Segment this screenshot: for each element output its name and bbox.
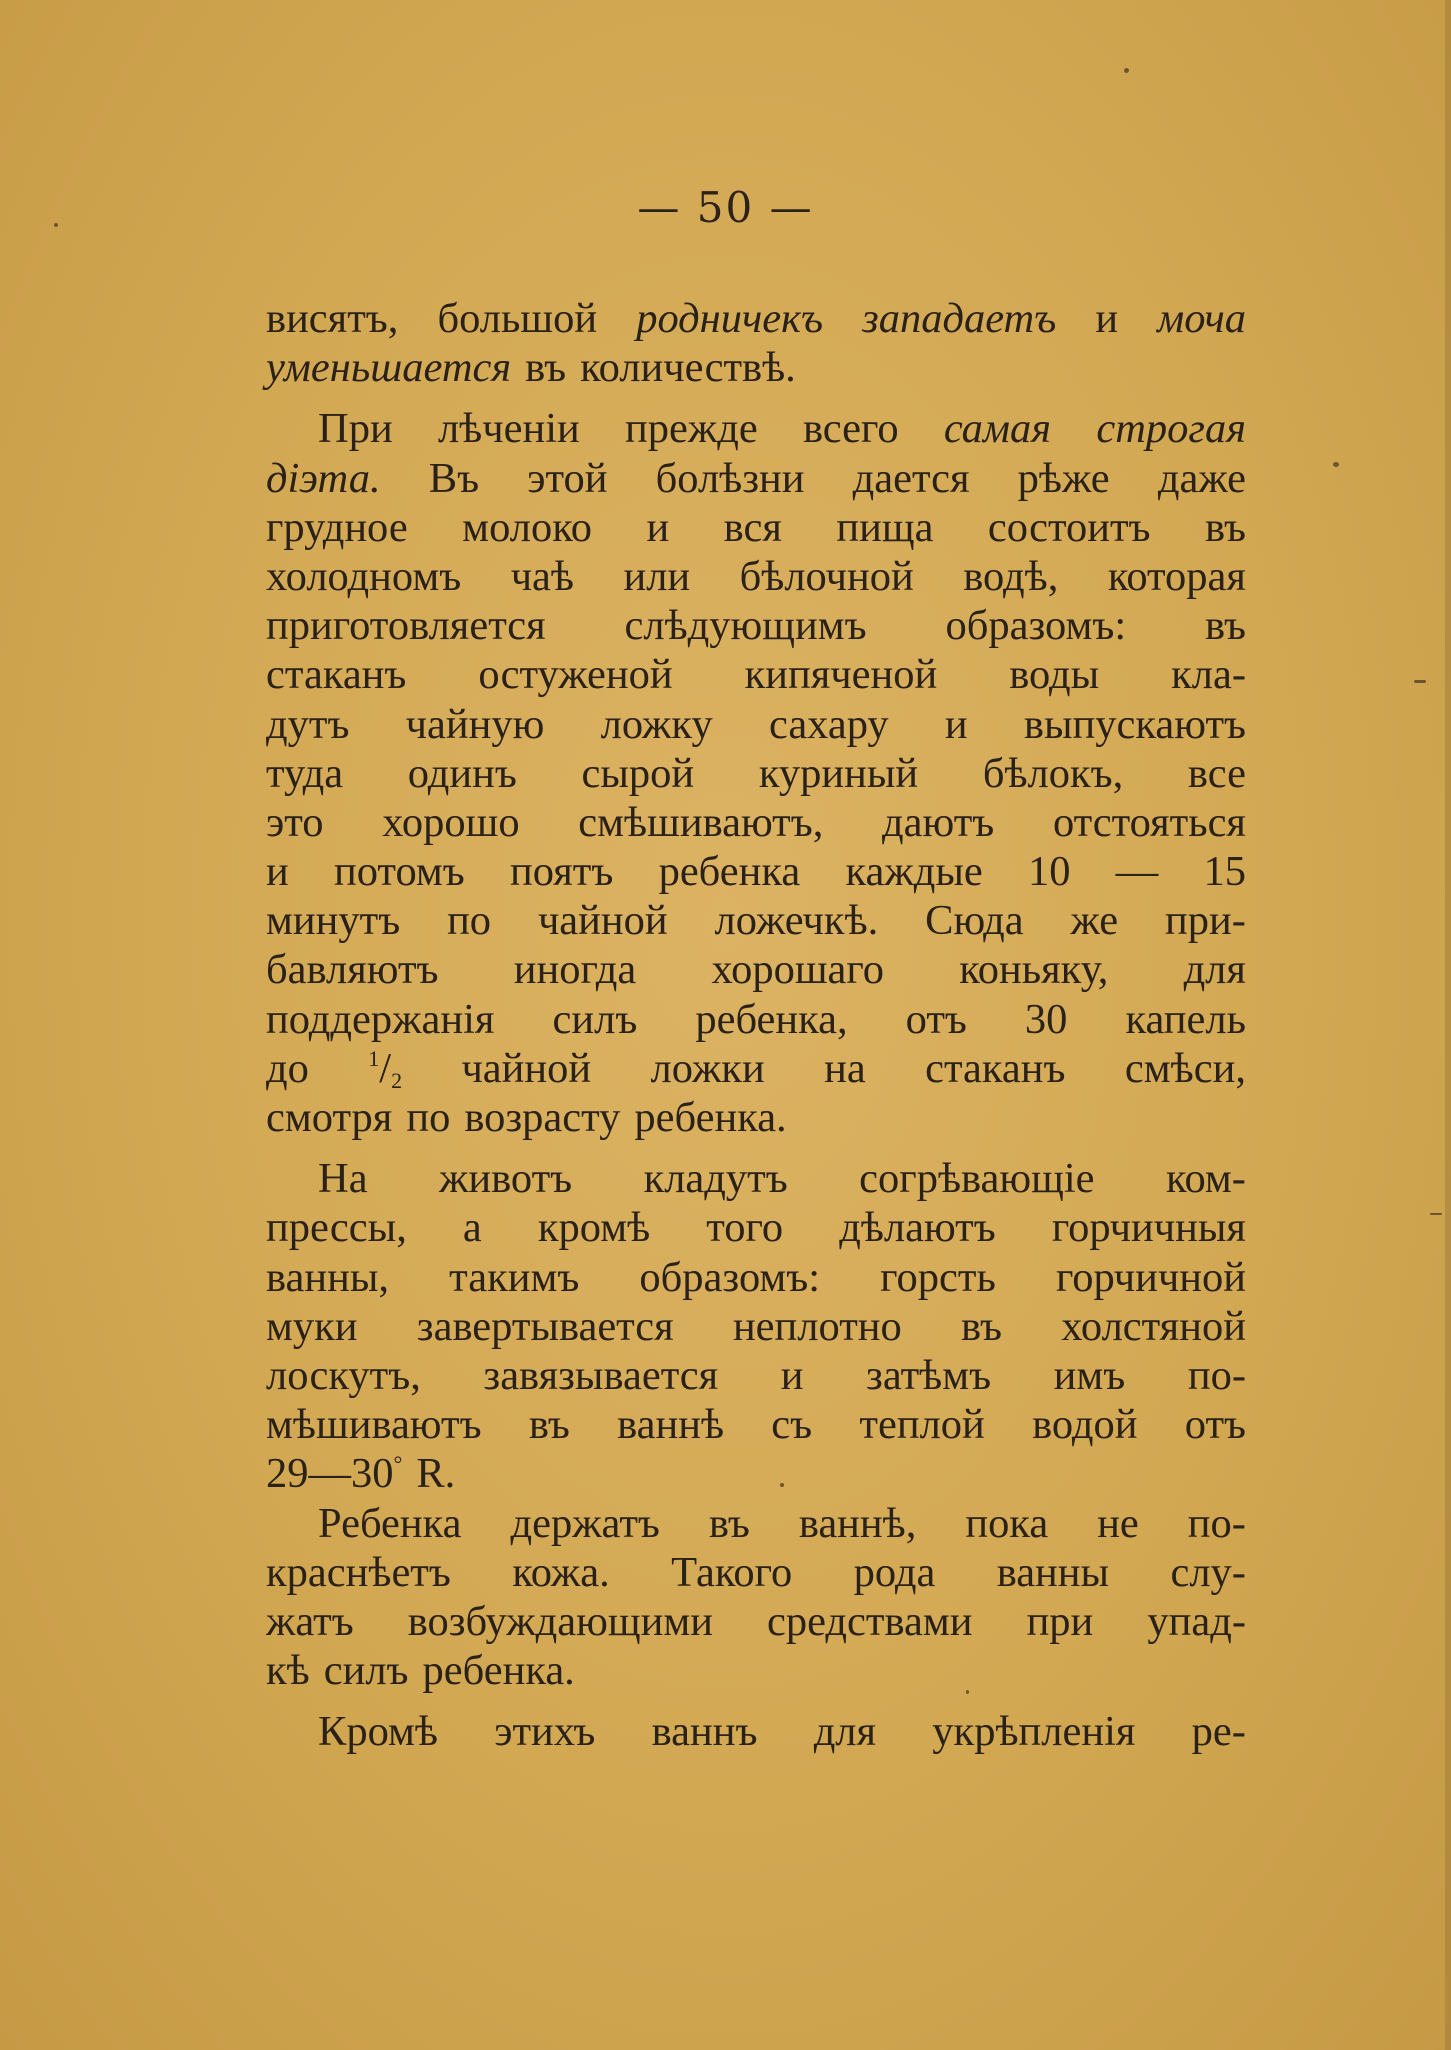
word: держатъ [510, 1499, 660, 1547]
word: образомъ: [639, 1253, 821, 1301]
word: хорошо [382, 798, 520, 846]
word: чайную [405, 700, 545, 748]
word: все [1187, 749, 1246, 797]
text-line [266, 700, 1246, 749]
word: силъ [552, 995, 638, 1043]
text-line [266, 798, 1246, 847]
emphasized-word: западаетъ [862, 295, 1057, 342]
paper-speck [966, 1690, 969, 1694]
word: прежде [625, 405, 758, 453]
text-line [266, 1253, 1246, 1302]
word: выпускаютъ [1023, 700, 1246, 748]
word: такимъ [449, 1253, 580, 1301]
word: — [1115, 848, 1159, 896]
text-line [266, 945, 1246, 994]
word: которая [1107, 552, 1246, 600]
text-line [266, 343, 1246, 392]
word: 30 [1024, 995, 1068, 1043]
word: При [318, 405, 393, 453]
word: водой [1032, 1401, 1138, 1449]
text-line [266, 294, 1246, 343]
fraction-denominator: 2 [391, 1067, 403, 1093]
word: горчичной [1055, 1253, 1246, 1301]
word: мѣшиваютъ [266, 1401, 482, 1449]
word: ребенка. [422, 1647, 575, 1695]
word: На [318, 1155, 368, 1203]
word: 15 [1203, 848, 1246, 896]
word: кѣ [266, 1647, 310, 1695]
word: вся [723, 503, 782, 551]
word: и [780, 1351, 804, 1399]
word: туда [266, 749, 344, 797]
word: смотря [266, 1094, 393, 1141]
word: стаканъ [925, 1044, 1066, 1092]
word: водѣ, [963, 552, 1059, 600]
word: кла- [1171, 651, 1246, 699]
text-line [266, 1646, 1246, 1695]
emphasized-word: уменьшается [266, 344, 512, 392]
word: же [1070, 897, 1119, 945]
word: R. [416, 1450, 456, 1498]
word: потомъ [334, 848, 465, 896]
text-line [266, 1351, 1246, 1400]
word: хорошаго [711, 946, 885, 994]
word: неплотно [732, 1302, 902, 1350]
word: стаканъ [266, 651, 407, 699]
word: ре- [1191, 1708, 1246, 1756]
text-line [266, 1499, 1246, 1548]
word: при- [1165, 897, 1246, 945]
word: до [266, 1044, 309, 1092]
text-line [266, 1707, 1246, 1756]
word: теплой [859, 1401, 985, 1449]
word: Такого [671, 1548, 793, 1596]
emphasized-word: родничекъ [636, 295, 824, 342]
word: пока [965, 1499, 1049, 1547]
word: горчичныя [1051, 1204, 1246, 1252]
word: холодномъ [266, 552, 462, 600]
word: Ребенка [318, 1499, 462, 1547]
word: рода [853, 1548, 936, 1596]
word: большой [437, 295, 598, 342]
text-line [266, 749, 1246, 798]
word: сырой [581, 749, 695, 797]
emphasized-word: моча [1157, 295, 1246, 342]
text-line [266, 650, 1246, 699]
word: молоко [462, 503, 592, 551]
word: всего [802, 405, 899, 453]
word: или [623, 552, 691, 600]
word: даютъ [882, 798, 995, 846]
text-line [266, 1044, 1246, 1093]
word: и [646, 503, 670, 551]
text-line [266, 404, 1246, 453]
text-line [266, 454, 1246, 503]
word: образомъ: [945, 602, 1127, 650]
word: ванны [996, 1548, 1110, 1596]
word: лоскутъ, [266, 1351, 421, 1399]
word: ваннѣ, [798, 1499, 917, 1547]
fraction-slash: / [379, 1044, 392, 1092]
word: количествѣ. [580, 344, 796, 392]
word: того [706, 1204, 784, 1252]
fraction-numerator: 1 [368, 1045, 380, 1071]
word: даже [1157, 454, 1246, 502]
text-line [266, 552, 1246, 601]
word: воды [1009, 651, 1100, 699]
word: это [266, 798, 324, 846]
paragraph-gap [266, 1695, 1246, 1707]
word: затѣмъ [866, 1351, 992, 1399]
word: грудное [266, 503, 408, 551]
word: средствами [767, 1597, 973, 1645]
text-line [266, 1203, 1246, 1252]
word: этихъ [494, 1708, 596, 1756]
word: и [266, 848, 289, 896]
word: прессы, [266, 1204, 407, 1252]
paragraph-gap [266, 1142, 1246, 1154]
word: 10 [1028, 848, 1071, 896]
text-line [266, 1548, 1246, 1597]
temperature-value [266, 1449, 402, 1498]
word: холстяной [1061, 1302, 1246, 1350]
text-line [266, 1093, 1246, 1142]
word: чаѣ [510, 552, 575, 600]
word: бѣлокъ, [982, 749, 1124, 797]
word: кипяченой [744, 651, 938, 699]
word: отстояться [1052, 798, 1246, 846]
emphasized-word: самая [943, 405, 1052, 453]
emphasized-word: строгая [1096, 405, 1246, 453]
word: для [813, 1708, 877, 1756]
word: дутъ [266, 700, 350, 748]
word: ванны, [266, 1253, 390, 1301]
word: Въ [428, 454, 480, 502]
word: кромѣ [537, 1204, 651, 1252]
fraction [368, 1044, 402, 1093]
word: ребенка. [634, 1094, 787, 1141]
paper-speck [1333, 462, 1339, 467]
word: лѣченіи [437, 405, 580, 453]
word: и [944, 700, 968, 748]
word: возрасту [464, 1094, 621, 1141]
word: каждые [845, 848, 983, 896]
paper-speck [1124, 68, 1129, 73]
word: ваннѣ [617, 1401, 725, 1449]
temperature-range: 29—30 [266, 1450, 394, 1498]
word: слѣдующимъ [624, 602, 867, 650]
emphasized-word: діэта. [266, 454, 381, 502]
paper-speck [1430, 1213, 1442, 1215]
body-text [266, 294, 1246, 1756]
word: силъ [323, 1647, 409, 1695]
word: рѣже [1017, 454, 1110, 502]
word: въ [961, 1302, 1003, 1350]
word: по [447, 897, 492, 945]
word: приготовляется [266, 602, 546, 650]
word: ложку [600, 700, 713, 748]
word: въ [1204, 602, 1246, 650]
word: болѣзни [655, 454, 805, 502]
word: пища [836, 503, 934, 551]
word: кладутъ [643, 1155, 788, 1203]
word: согрѣвающіе [859, 1155, 1095, 1203]
word: бѣлочной [739, 552, 914, 600]
word: ребенка, [695, 995, 848, 1043]
text-line [266, 847, 1246, 896]
word: куриный [758, 749, 919, 797]
word: ком- [1165, 1155, 1246, 1203]
text-line [266, 601, 1246, 650]
word: не [1097, 1499, 1139, 1547]
word: коньяку, [959, 946, 1109, 994]
word: въ [708, 1499, 750, 1547]
word: въ [528, 1401, 570, 1449]
word: слу- [1170, 1548, 1246, 1596]
word: чайной [537, 897, 668, 945]
text-line [266, 1302, 1246, 1351]
word: съ [771, 1401, 813, 1449]
word: иногда [513, 946, 637, 994]
word: ложки [650, 1044, 765, 1092]
word: муки [266, 1302, 358, 1350]
word: имъ [1053, 1351, 1126, 1399]
word: горсть [880, 1253, 996, 1301]
word: возбуждающими [407, 1597, 713, 1645]
word: завертывается [416, 1302, 674, 1350]
word: краснѣетъ [266, 1548, 451, 1596]
word: чайной [461, 1044, 592, 1092]
word: висятъ, [266, 295, 399, 342]
word: остуженой [478, 651, 673, 699]
word: жатъ [266, 1597, 354, 1645]
word: а [462, 1204, 482, 1252]
word: поддержанія [266, 995, 495, 1043]
word: минутъ [266, 897, 401, 945]
word: дается [852, 454, 970, 502]
word: ребенка [658, 848, 801, 896]
paper-speck [54, 223, 58, 227]
word: Кромѣ [318, 1708, 439, 1756]
paragraph-gap [266, 392, 1246, 404]
word: и [1095, 295, 1119, 342]
word: отъ [905, 995, 967, 1043]
word: по- [1187, 1499, 1246, 1547]
word: животъ [439, 1155, 573, 1203]
word: смѣшиваютъ, [578, 798, 824, 846]
word: поятъ [510, 848, 614, 896]
word: ложечкѣ. [714, 897, 879, 945]
word: сахару [768, 700, 889, 748]
page-edge-shadow [1445, 0, 1451, 2050]
word: на [824, 1044, 866, 1092]
text-line [266, 896, 1246, 945]
word: упад- [1147, 1597, 1246, 1645]
word: укрѣпленія [932, 1708, 1136, 1756]
word: бавляютъ [266, 946, 439, 994]
word: въ [525, 344, 567, 392]
text-line [266, 1154, 1246, 1203]
word: состоитъ [987, 503, 1151, 551]
word: ваннъ [651, 1708, 758, 1756]
paper-speck [1414, 680, 1426, 683]
degree-sign: ° [393, 1451, 403, 1477]
word: капель [1125, 995, 1246, 1043]
word: дѣлаютъ [839, 1204, 996, 1252]
word: въ [1204, 503, 1246, 551]
paper-speck [780, 1483, 784, 1487]
word: Сюда [925, 897, 1024, 945]
word: при [1026, 1597, 1094, 1645]
word: смѣси, [1124, 1044, 1246, 1092]
word: завязывается [483, 1351, 719, 1399]
word: одинъ [407, 749, 517, 797]
word: для [1183, 946, 1246, 994]
text-line [266, 995, 1246, 1044]
text-line [266, 503, 1246, 552]
text-line [266, 1597, 1246, 1646]
word: по [406, 1094, 451, 1141]
word: отъ [1184, 1401, 1246, 1449]
text-line [266, 1400, 1246, 1449]
text-line [266, 1449, 1246, 1498]
page-number: — 50 — [637, 183, 814, 232]
word: этой [527, 454, 608, 502]
word: по- [1187, 1351, 1246, 1399]
word: кожа. [512, 1548, 610, 1596]
